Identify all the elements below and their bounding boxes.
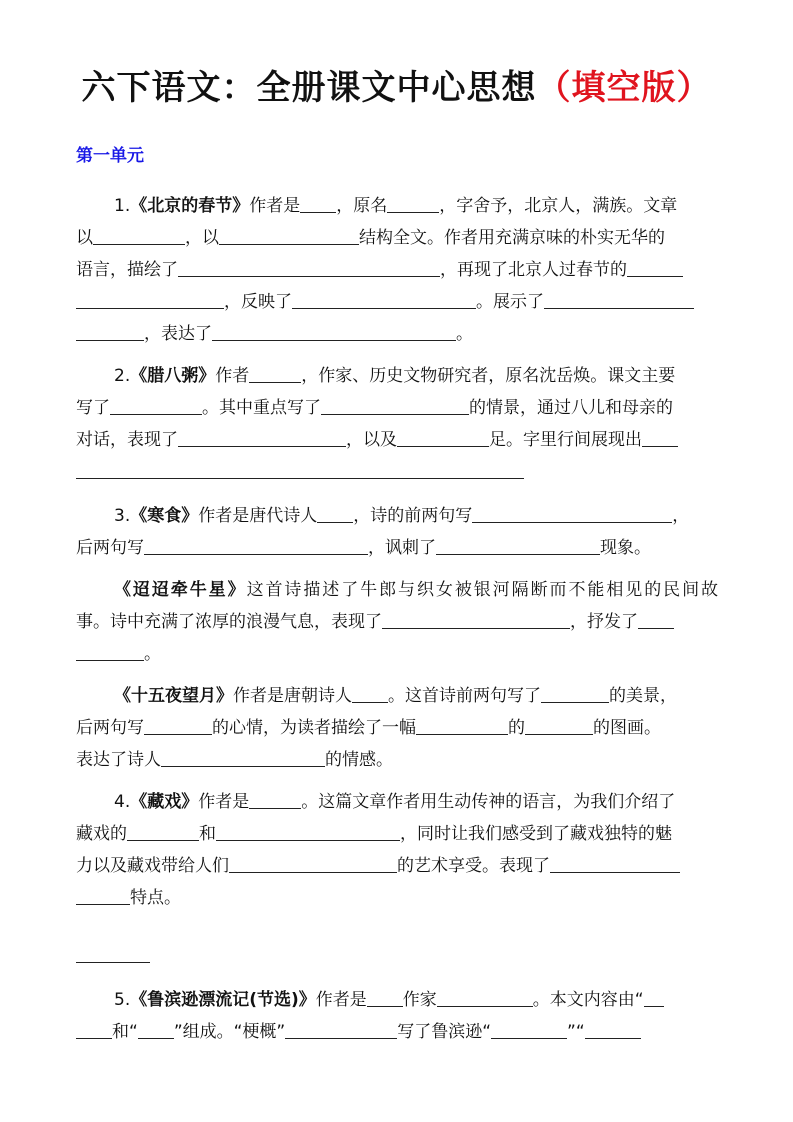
q3c-text: 。这首诗前两句写了	[388, 686, 541, 706]
q4-number: 4.	[114, 792, 131, 812]
blank[interactable]	[93, 227, 185, 245]
q2-number: 2.	[114, 366, 131, 386]
blank[interactable]	[367, 989, 403, 1007]
blank[interactable]	[76, 643, 144, 661]
q5-text: 作家	[402, 990, 437, 1010]
blank[interactable]	[642, 429, 678, 447]
q3-line-1	[114, 504, 718, 528]
q1-text: ，表达了	[144, 324, 212, 344]
q3b-line-2	[76, 610, 718, 634]
blank[interactable]	[436, 537, 600, 555]
q3c-text: 的图画。	[593, 718, 661, 738]
q2-text: 。其中重点写了	[202, 398, 321, 418]
q4-text: 。这篇文章作者用生动传神的语言，为我们介绍了	[301, 792, 676, 812]
q4-line-2	[76, 822, 718, 846]
q2-title: 《腊八粥》	[130, 366, 216, 386]
q3b-text: 。	[144, 644, 161, 664]
q3-text: 作者是唐代诗人	[198, 506, 318, 526]
blank[interactable]	[229, 855, 397, 873]
q5-text: ”“	[567, 1022, 585, 1042]
q4-title: 《藏戏》	[130, 792, 199, 812]
q3-text: ，讽刺了	[368, 538, 436, 558]
q2-text: ，以及	[346, 430, 397, 450]
q3b-line-3	[76, 642, 718, 666]
blank[interactable]	[138, 1021, 174, 1039]
q4-text: 的艺术享受。表现了	[397, 856, 550, 876]
q5-text: ”组成。“梗概”	[173, 1022, 286, 1042]
q2-text: 的情景，通过八儿和母亲的	[469, 398, 673, 418]
q3b-text: 事。诗中充满了浓厚的浪漫气息，表现了	[76, 612, 382, 632]
q1-line-3	[76, 258, 718, 282]
q1-text: ，反映了	[224, 292, 292, 312]
q1-number: 1.	[114, 196, 131, 216]
blank[interactable]	[144, 717, 212, 735]
q4-text: 和	[199, 824, 216, 844]
q5-line-1	[114, 988, 718, 1012]
unit-heading: 第一单元	[76, 146, 144, 166]
blank[interactable]	[76, 461, 524, 479]
blank[interactable]	[161, 749, 325, 767]
q2-line-4	[76, 460, 718, 484]
q4-line-3	[76, 854, 718, 878]
blank[interactable]	[292, 291, 476, 309]
q5-text: 写了鲁滨逊“	[397, 1022, 492, 1042]
blank[interactable]	[585, 1021, 641, 1039]
blank[interactable]	[76, 945, 150, 963]
q3b-text: ，抒发了	[570, 612, 638, 632]
blank[interactable]	[219, 227, 359, 245]
q2-text: 对话，表现了	[76, 430, 178, 450]
blank[interactable]	[544, 291, 694, 309]
blank[interactable]	[491, 1021, 567, 1039]
q3c-text: 的美景，	[609, 686, 677, 706]
q3b-line-1	[114, 578, 718, 602]
q5-text: 作者是	[315, 990, 367, 1010]
blank[interactable]	[644, 989, 664, 1007]
q1-text: 结构全文。作者用充满京味的朴实无华的	[359, 228, 665, 248]
q4-text: 力以及藏戏带给人们	[76, 856, 229, 876]
q3-text: ，	[672, 506, 690, 526]
q4-text: ，同时让我们感受到了藏戏独特的魅	[400, 824, 672, 844]
q1-title: 《北京的春节》	[130, 196, 250, 216]
blank[interactable]	[76, 291, 224, 309]
blank[interactable]	[550, 855, 680, 873]
blank[interactable]	[525, 717, 593, 735]
q4-text: 作者是	[198, 792, 250, 812]
blank[interactable]	[76, 1021, 112, 1039]
blank[interactable]	[144, 537, 368, 555]
blank[interactable]	[321, 397, 469, 415]
q1-text: 以	[76, 228, 93, 248]
q3-title: 《寒食》	[130, 506, 199, 526]
q2-text: 写了	[76, 398, 110, 418]
blank[interactable]	[382, 611, 570, 629]
q5-line-2	[76, 1020, 718, 1044]
blank[interactable]	[216, 823, 400, 841]
page-title	[0, 60, 793, 109]
q1-line-5	[76, 322, 718, 346]
q3c-text: 后两句写	[76, 718, 144, 738]
q3c-line-3	[76, 748, 718, 772]
q3c-text: 作者是唐朝诗人	[233, 686, 352, 706]
q3-text: 现象。	[600, 538, 651, 558]
q1-line-1	[114, 194, 718, 218]
q3c-text: 的	[508, 718, 525, 738]
q3c-title: 《十五夜望月》	[114, 686, 233, 706]
q1-line-4	[76, 290, 718, 314]
blank[interactable]	[178, 429, 346, 447]
q3-text: 后两句写	[76, 538, 144, 558]
q1-text: 作者是	[249, 196, 301, 216]
q4-line-4	[76, 886, 718, 910]
title-main: 六下语文：全册课文中心思想	[81, 68, 537, 108]
q2-text: 足。字里行间展现出	[489, 430, 642, 450]
q3c-line-2	[76, 716, 718, 740]
q1-text: 。	[456, 324, 473, 344]
q3-line-2	[76, 536, 718, 560]
blank[interactable]	[285, 1021, 397, 1039]
q4-text: 藏戏的	[76, 824, 127, 844]
blank[interactable]	[387, 195, 439, 213]
q4-text: 特点。	[130, 888, 181, 908]
q3-number: 3.	[114, 506, 131, 526]
q5-text: 和“	[112, 1022, 138, 1042]
q3b-title: 《迢迢牵牛星》	[114, 580, 247, 600]
blank[interactable]	[627, 259, 683, 277]
blank[interactable]	[397, 429, 489, 447]
q1-text: 语言，描绘了	[76, 260, 178, 280]
q2-text: ，作家、历史文物研究者，原名沈岳焕。课文主要	[301, 366, 676, 386]
blank[interactable]	[249, 365, 301, 383]
q5-number: 5.	[114, 990, 131, 1010]
blank[interactable]	[638, 611, 674, 629]
blank[interactable]	[541, 685, 609, 703]
q1-text: ，字舍予，北京人，满族。文章	[439, 196, 678, 216]
blank[interactable]	[178, 259, 440, 277]
q3c-text: 表达了诗人	[76, 750, 161, 770]
q1-text: ，原名	[336, 196, 388, 216]
blank[interactable]	[76, 323, 144, 341]
blank[interactable]	[212, 323, 456, 341]
q3-text: ，诗的前两句写	[353, 506, 473, 526]
blank[interactable]	[300, 195, 336, 213]
q5-text: 。本文内容由“	[532, 990, 644, 1010]
blank[interactable]	[472, 505, 672, 523]
q1-line-2	[76, 226, 718, 250]
blank[interactable]	[437, 989, 533, 1007]
q2-line-1	[114, 364, 718, 388]
q2-line-2	[76, 396, 718, 420]
q5-title: 《鲁滨逊漂流记(节选)》	[130, 990, 316, 1010]
q2-text: 作者	[215, 366, 250, 386]
q3c-text: 的心情，为读者描绘了一幅	[212, 718, 416, 738]
blank[interactable]	[76, 887, 130, 905]
blank[interactable]	[416, 717, 508, 735]
blank[interactable]	[110, 397, 202, 415]
q1-text: 。展示了	[476, 292, 544, 312]
q3c-line-1	[114, 684, 718, 708]
q3c-text: 的情感。	[325, 750, 393, 770]
q3b-text: 这首诗描述了牛郎与织女被银河隔断而不能相见的民间故	[246, 580, 718, 600]
blank[interactable]	[127, 823, 199, 841]
stray-blank-line	[76, 944, 718, 968]
q2-line-3	[76, 428, 718, 452]
q1-text: ，再现了北京人过春节的	[440, 260, 627, 280]
blank[interactable]	[249, 791, 301, 809]
q1-text: ，以	[185, 228, 219, 248]
blank[interactable]	[352, 685, 388, 703]
blank[interactable]	[317, 505, 353, 523]
title-suffix: （填空版）	[536, 68, 712, 108]
q4-line-1	[114, 790, 718, 814]
